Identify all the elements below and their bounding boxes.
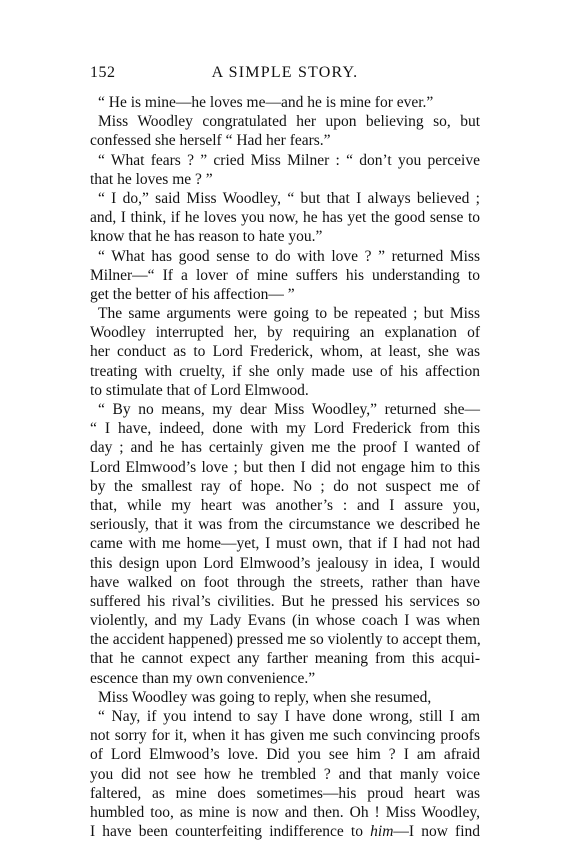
text-line: escence than my own convenience.” bbox=[90, 669, 316, 687]
text-line: this design upon Lord Elmwood’s jealousy in idea, I would bbox=[90, 554, 480, 572]
text-line: that, while my heart was another’s : and I assure you, bbox=[90, 496, 480, 514]
text-line: Woodley interrupted her, by requiring an explanation of bbox=[90, 324, 480, 342]
text-line: to stimulate that of Lord Elmwood. bbox=[90, 381, 309, 399]
text-line: Lord Elmwood’s love ; but then I did not engage him to this bbox=[90, 458, 480, 476]
text-line: confessed she herself “ Had her fears.” bbox=[90, 132, 331, 150]
text-line: “ He is mine—he loves me—and he is mine for ever.” bbox=[98, 94, 434, 111]
text-line: treating with cruelty, if she only made use of his affection bbox=[90, 362, 480, 380]
text-line: her conduct as to Lord Frederick, whom, at least, she was bbox=[90, 343, 480, 361]
body-text bbox=[90, 93, 480, 841]
text-line: Milner—“ If a lover of mine suffers his understanding to bbox=[90, 266, 480, 284]
text-line: day ; and he has certainly given me the proof I wanted of bbox=[90, 439, 480, 457]
text-line: that he loves me ? ” bbox=[90, 170, 213, 188]
text-line: humbled too, as mine is now and then. Oh ! Miss Woodley, bbox=[90, 803, 480, 821]
text-line: have walked on foot through the streets, rather than have bbox=[90, 573, 480, 591]
text-line: by the smallest ray of hope. No ; do not suspect me of bbox=[90, 477, 480, 495]
running-title: A SIMPLE STORY. bbox=[211, 64, 359, 81]
text-line: of Lord Elmwood’s love. Did you see him ? I am afraid bbox=[90, 746, 480, 764]
text-line: seriously, that it was from the circumstance we described he bbox=[90, 516, 480, 534]
page-header bbox=[90, 64, 480, 86]
text-line: Miss Woodley was going to reply, when she resumed, bbox=[98, 688, 432, 706]
text-line: suffered his rival’s civilities. But he pressed his services so bbox=[90, 592, 480, 610]
text-line: know that he has reason to hate you.” bbox=[90, 228, 323, 246]
text-line: you did not see how he trembled ? and that manly voice bbox=[90, 765, 480, 783]
text-line: the accident happened) pressed me so violently to accept them, bbox=[90, 631, 481, 649]
text-line: “ What has good sense to do with love ? ” returned Miss bbox=[98, 247, 480, 265]
text-line: came with me home—yet, I must own, that if I had not had bbox=[90, 535, 480, 553]
text-line: get the better of his affection— ” bbox=[90, 285, 295, 303]
text-line: that he cannot expect any farther meaning from this acqui- bbox=[90, 650, 480, 668]
text-line: not sorry for it, when it has given me such convincing proofs bbox=[90, 727, 480, 745]
page-number: 152 bbox=[90, 64, 116, 81]
text-line: “ I have, indeed, done with my Lord Frederick from this bbox=[90, 420, 480, 438]
text-line: violently, and my Lady Evans (in whose coach I was when bbox=[90, 612, 480, 630]
text-line: “ What fears ? ” cried Miss Milner : “ don’t you perceive bbox=[98, 151, 480, 169]
text-line: Miss Woodley congratulated her upon believing so, but bbox=[98, 113, 480, 131]
text-line: and, I think, if he loves you now, he has yet the good sense to bbox=[90, 209, 480, 227]
text-line: “ I do,” said Miss Woodley, “ but that I always believed ; bbox=[98, 189, 480, 207]
text-line: I have been counterfeiting indifference to him—I now find bbox=[90, 823, 481, 841]
text-line: “ By no means, my dear Miss Woodley,” returned she— bbox=[98, 401, 480, 418]
text-line: “ Nay, if you intend to say I have done wrong, still I am bbox=[98, 708, 480, 725]
text-line: The same arguments were going to be repeated ; but Miss bbox=[98, 305, 480, 323]
text-line: faltered, as mine does sometimes—his proud heart was bbox=[90, 784, 480, 802]
